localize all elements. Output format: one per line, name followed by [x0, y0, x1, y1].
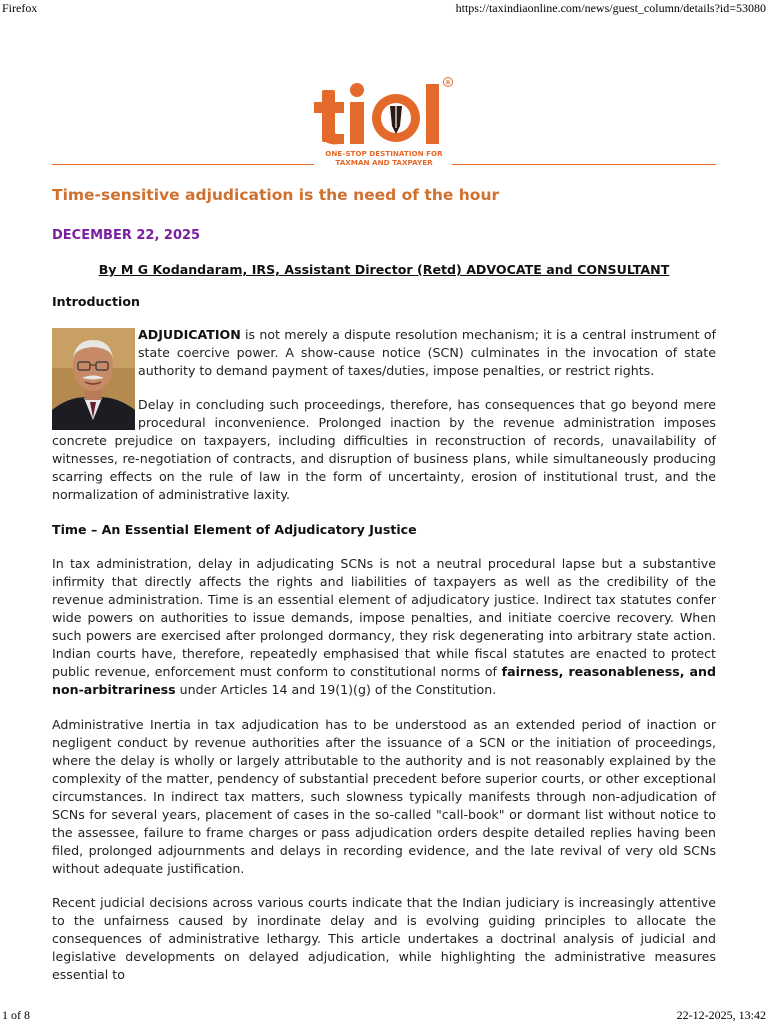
print-url: https://taxindiaonline.com/news/guest_column/details?id=53080 [455, 1, 766, 15]
print-app-name: Firefox [2, 1, 38, 15]
article-date: DECEMBER 22, 2025 [52, 228, 201, 243]
paragraph-3 [52, 555, 716, 699]
logo-divider-left [52, 164, 314, 165]
tiol-logo-icon [314, 76, 456, 172]
print-timestamp: 22-12-2025, 13:42 [676, 1008, 766, 1022]
p3-part-a: In tax administration, delay in adjudicating SCNs is not a neutral procedural lapse but a substantive infirmity that directly affects the rights and liabilities of taxpayers as well as the credibility of the revenue administration. Time is an essential element of adjudicatory justice. Indirect tax statutes confer wide powers on authorities to issue demands, impose penalties, and initiate coercive recovery. When such powers are exercised after prolonged dormancy, they risk degenerating into arbitrary state action. Indian courts have, therefore, repeatedly emphasised that while fiscal statutes are enacted to protect public revenue, enforcement must conform to constitutional norms of [52, 556, 716, 679]
site-logo-banner [0, 76, 768, 172]
p1-lead: ADJUDICATION [138, 327, 241, 342]
section-2-heading: Time – An Essential Element of Adjudicatory Justice [52, 522, 417, 537]
intro-heading: Introduction [52, 294, 140, 309]
paragraph-1-with-photo [52, 326, 716, 504]
p3-part-c: under Articles 14 and 19(1)(g) of the Constitution. [175, 682, 497, 697]
logo-tagline-1: ONE-STOP DESTINATION FOR [325, 149, 443, 158]
paragraph-2: Delay in concluding such proceedings, therefore, has consequences that go beyond mere procedural inconvenience. Prolonged inaction by the revenue administration imposes concrete prejudice on taxpayers, including difficulties in reconstruction of records, unavailability of witnesses, re-negotiation of contracts, and disruption of business plans, while simultaneously producing scarring effects on the rule of law in the form of uncertainty, erosion of institutional trust, and the normalization of administrative laxity. [52, 397, 716, 502]
print-footer [0, 1006, 768, 1024]
author-photo [52, 328, 135, 430]
author-portrait-icon [52, 328, 135, 430]
p3-bold: fairness, reasonableness, and non-arbitrariness [52, 664, 716, 697]
paragraph-5: Recent judicial decisions across various courts indicate that the Indian judiciary is increasingly attentive to the unfairness caused by inordinate delay and is evolving guiding principles to allocate the consequences of administrative lethargy. This article undertakes a doctrinal analysis of judicial and legislative developments on delayed adjudication, while highlighting the administrative measures essential to [52, 895, 716, 982]
tiol-logo[interactable] [314, 76, 456, 172]
article-byline[interactable]: By M G Kodandaram, IRS, Assistant Director (Retd) ADVOCATE and CONSULTANT [98, 262, 670, 277]
article-title: Time-sensitive adjudication is the need of the hour [52, 186, 500, 204]
p1-rest: is not merely a dispute resolution mechanism; it is a central instrument of state coercive power. A show-cause notice (SCN) culminates in the invocation of state authority to demand payment of taxes/duties, impose penalties, or restrict rights. [138, 327, 716, 378]
logo-tagline-2: TAXMAN AND TAXPAYER [335, 158, 433, 167]
logo-divider-right [452, 164, 716, 165]
print-header [0, 0, 768, 16]
paragraph-4: Administrative Inertia in tax adjudication has to be understood as an extended period of inaction or negligent conduct by revenue authorities after the issuance of a SCN or the initiation of proceedings, where the delay is wholly or largely attributable to the authority and is not reasonably explained by the complexity of the matter, pendency of substantial precedent before superior courts, or other exceptional circumstances. In indirect tax matters, such slowness typically manifests through non-adjudication of SCNs for several years, placement of cases in the so-called "call-book" or dormant list without notice to the assessee, failure to frame charges or pass adjudication orders despite detailed replies having been filed, prolonged adjournments and delays in recording evidence, and the late revival of very old SCNs without adequate justification. [52, 717, 716, 876]
logo-registered-mark: ® [445, 79, 451, 87]
print-page-count: 1 of 8 [2, 1008, 30, 1022]
